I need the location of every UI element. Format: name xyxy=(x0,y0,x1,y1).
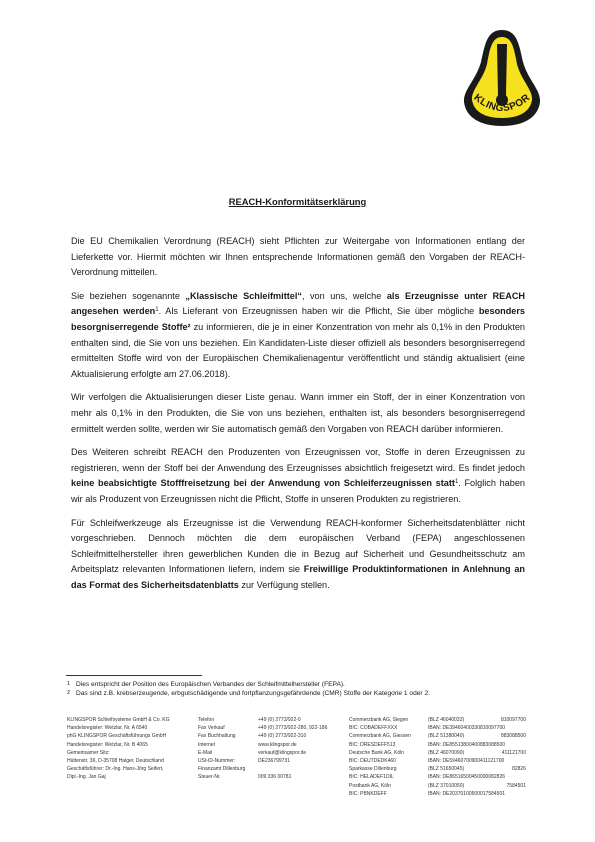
bank-account-row xyxy=(428,732,526,740)
imprint-line: Geschäftsführer: Dr.-Ing. Hans-Jörg Seifert, xyxy=(67,766,164,773)
bold-text: Freiwillige Produktinformationen in Anlehnung an das Format des Sicherheitsdatenblatts xyxy=(71,564,525,590)
text-run: Wir verfolgen die Aktualisierungen dieser Liste genau. Wann immer ein Stoff, der in einer Konzentration von mehr als 0,1% in den Produkten, die Sie von uns beziehen, enthalten ist, als besonders besorgniserregend ermittelt werden sollte, werden wir Sie automatisch gemäß den Vorgaben von REACH darüber informieren. xyxy=(71,392,525,434)
bank-code: IBAN: DE86516500450000082826 xyxy=(428,774,506,781)
contact-label: E-Mail xyxy=(198,749,213,756)
text-run: , von uns, welche xyxy=(301,290,387,301)
text-run: zu informieren, die je in einer Konzentration von mehr als 0,1% in den Produkten enthalten sind, die Sie von uns beziehen. Ein Kandidaten-Liste dieser offiziell als besonders besorgniserregend ermittelten Stoffe wird von der Europäischen Chemikalienagentur veröffentlicht und ständig aktualisiert (eine Aktualisierung erfolgte am 27.06.2018). xyxy=(71,321,526,379)
contact-value: verkauf@klingspor.de xyxy=(258,749,307,756)
footnote xyxy=(67,680,487,689)
footnote-ref[interactable]: 1 xyxy=(454,479,459,486)
paragraph xyxy=(71,516,525,594)
bank-code: (BLZ 46070090) xyxy=(428,749,465,756)
bank-code: IBAN: DE59460700900411121700 xyxy=(428,757,505,764)
bold-text: besonders besorgniserregende Stoffe² xyxy=(71,306,526,332)
footnote xyxy=(67,689,487,698)
bank-code: (BLZ 46040033) xyxy=(428,717,465,723)
text-run: zur Verfügung stellen. xyxy=(238,579,330,590)
account-number: 82826 xyxy=(512,766,526,773)
footnote-number: 1 xyxy=(67,681,71,687)
bank-account-row xyxy=(428,716,526,724)
bank-account-row xyxy=(428,773,526,781)
contact-value xyxy=(258,765,346,773)
imprint-line: Dipl.-Ing. Jan Gaj xyxy=(67,774,106,781)
imprint-bank-accounts xyxy=(428,716,526,798)
bank-code: IBAN: DE39460400330810097700 xyxy=(428,725,506,732)
account-number: 7584501 xyxy=(506,782,526,789)
bank-account-row xyxy=(428,765,526,773)
bank-code: IBAN: DE85513800400883088500 xyxy=(428,741,506,748)
bank-code: (BLZ 51650045) xyxy=(428,766,465,773)
document-body xyxy=(71,234,525,601)
bank-code: (BLZ 51380040) xyxy=(428,733,465,740)
bank-name: Commerzbank AG, Giessen xyxy=(349,733,411,740)
imprint-contact-values xyxy=(258,716,346,782)
contact-value: +49 (0) 2773/922-0 xyxy=(258,717,301,723)
logo-center-bar xyxy=(497,44,507,96)
imprint-bank-names xyxy=(349,716,427,798)
logo-wordmark: KLINGSPOR xyxy=(471,92,533,115)
footnote-divider xyxy=(66,675,202,676)
document-title: REACH-Konformitätserklärung xyxy=(228,196,367,207)
bold-text: als Erzeugnisse unter REACH angesehen werden xyxy=(71,290,525,317)
bank-code: IBAN: DE20370100500017584501 xyxy=(428,790,506,797)
bank-name: Deutsche Bank AG, Köln xyxy=(349,749,405,756)
bank-name: BIC: DRESDEFF513 xyxy=(349,741,396,748)
paragraph xyxy=(71,445,525,507)
bank-code: (BLZ 37010050) xyxy=(428,782,465,789)
bank-account-row xyxy=(428,724,526,732)
bold-text: keine beabsichtigte Stofffreisetzung bei der Anwendung von Schleiferzeugnissen statt xyxy=(71,478,455,489)
contact-value: DE236799731 xyxy=(258,757,290,764)
contact-label: Steuer-Nr. xyxy=(198,774,221,781)
text-run: . Folglich haben wir als Produzent von Erzeugnissen nicht die Pflicht, Stoffe in unseren Produkten zu registrieren. xyxy=(71,478,525,504)
paragraph xyxy=(71,289,525,383)
contact-label: Fax Buchhaltung xyxy=(198,733,236,740)
bank-name: BIC: PBNKDEFF xyxy=(349,790,387,797)
contact-value: +49 (0) 2773/922-280, 922-186 xyxy=(258,725,328,732)
klingspor-logo xyxy=(459,28,545,128)
contact-value: 009 336 00781 xyxy=(258,774,292,781)
bank-account-row xyxy=(428,782,526,790)
contact-label: USt-ID-Nummer: xyxy=(198,757,236,764)
footnotes xyxy=(67,680,487,698)
imprint-line: KLINGSPOR Schleifsysteme GmbH & Co. KG xyxy=(67,717,170,723)
footnote-ref[interactable]: 1 xyxy=(155,307,159,314)
bank-account-row xyxy=(428,757,526,765)
paragraph xyxy=(71,234,525,281)
contact-value: +49 (0) 2773/922-310 xyxy=(258,733,307,740)
contact-label: Finanzamt Dillenburg xyxy=(198,766,246,773)
text-run: Für Schleifwerkzeuge als Erzeugnisse ist die Verwendung REACH-konformer Sicherheitsdatenblätter nicht vorgeschrieben. Dennoch möchten die dem europäischen Verband (FEPA) angeschlossenen Schleifmittelhersteller ihren gewerblichen Kunden die in Bezug auf Sicherheit und Gesundheitsschutz am Arbeitsplatz relevanten Informationen liefern, indem sie xyxy=(71,517,525,575)
footnote-number: 2 xyxy=(67,690,71,696)
bank-name: BIC: DEUTDEDK460 xyxy=(349,757,396,764)
account-number: 883088500 xyxy=(500,733,526,740)
bank-name: Sparkasse Dillenburg xyxy=(349,766,397,773)
contact-label: Fax Verkauf xyxy=(198,725,225,732)
bank-name: Commerzbank AG, Siegen xyxy=(349,717,409,723)
contact-value: www.klingspor.de xyxy=(258,741,297,748)
paragraph xyxy=(71,390,525,437)
text-run: Des Weiteren schreibt REACH den Produzenten von Erzeugnissen vor, Stoffe in deren Erzeugnissen zu registrieren, wenn der Stoff bei der Anwendung des Erzeugnisses absichtlich freigesetzt wird. Es findet jedoch xyxy=(71,447,525,473)
contact-label: Internet xyxy=(198,741,215,748)
account-number: 810097700 xyxy=(500,717,526,723)
footnote-text: Dies entspricht der Position des Europäischen Verbandes der Schleifmittelhersteller (FEPA). xyxy=(76,681,345,688)
imprint-line: Handelsregister: Wetzlar, Nr. A 6540 xyxy=(67,725,148,732)
text-run: Sie beziehen sogenannte xyxy=(71,290,186,301)
bank-account-row xyxy=(428,741,526,749)
bank-account-row xyxy=(428,749,526,757)
imprint-contact-labels xyxy=(198,716,256,782)
imprint-line: phG KLINGSPOR Geschäftsführungs GmbH xyxy=(67,733,167,740)
account-number: 411121700 xyxy=(501,749,526,756)
footnote-text: Das sind z.B. krebserzeugende, erbgutschädigende und fortpflanzungsgefährdende (CMR) Stoffe der Kategorie 1 oder 2. xyxy=(76,690,430,697)
contact-label: Telefon xyxy=(198,717,215,723)
imprint-company xyxy=(67,716,197,782)
bank-name: BIC: COBADEFFXXX xyxy=(349,725,398,732)
text-run: . Als Lieferant von Erzeugnissen haben wir die Pflicht, Sie über mögliche xyxy=(158,306,479,317)
text-run: Die EU Chemikalien Verordnung (REACH) sieht Pflichten zur Weitergabe von Informationen entlang der Lieferkette vor. Hiermit möchten wir Ihnen entsprechende Informationen gemäß den Vorgaben der REACH-Verordnung mitteilen. xyxy=(71,236,525,278)
bank-account-row xyxy=(428,790,526,798)
bank-name: BIC: HELADEF1DIL xyxy=(349,774,394,781)
bold-text: „Klassische Schleifmittel“ xyxy=(185,290,302,301)
bank-name: Postbank AG, Köln xyxy=(349,782,391,789)
imprint-line: Handelsregister: Wetzlar, Nr. B 4065 xyxy=(67,741,148,748)
imprint-line: Gemeinsamer Sitz: xyxy=(67,749,110,756)
imprint-line: Hüttenstr. 36, D-35708 Haiger, Deutschland xyxy=(67,757,164,764)
